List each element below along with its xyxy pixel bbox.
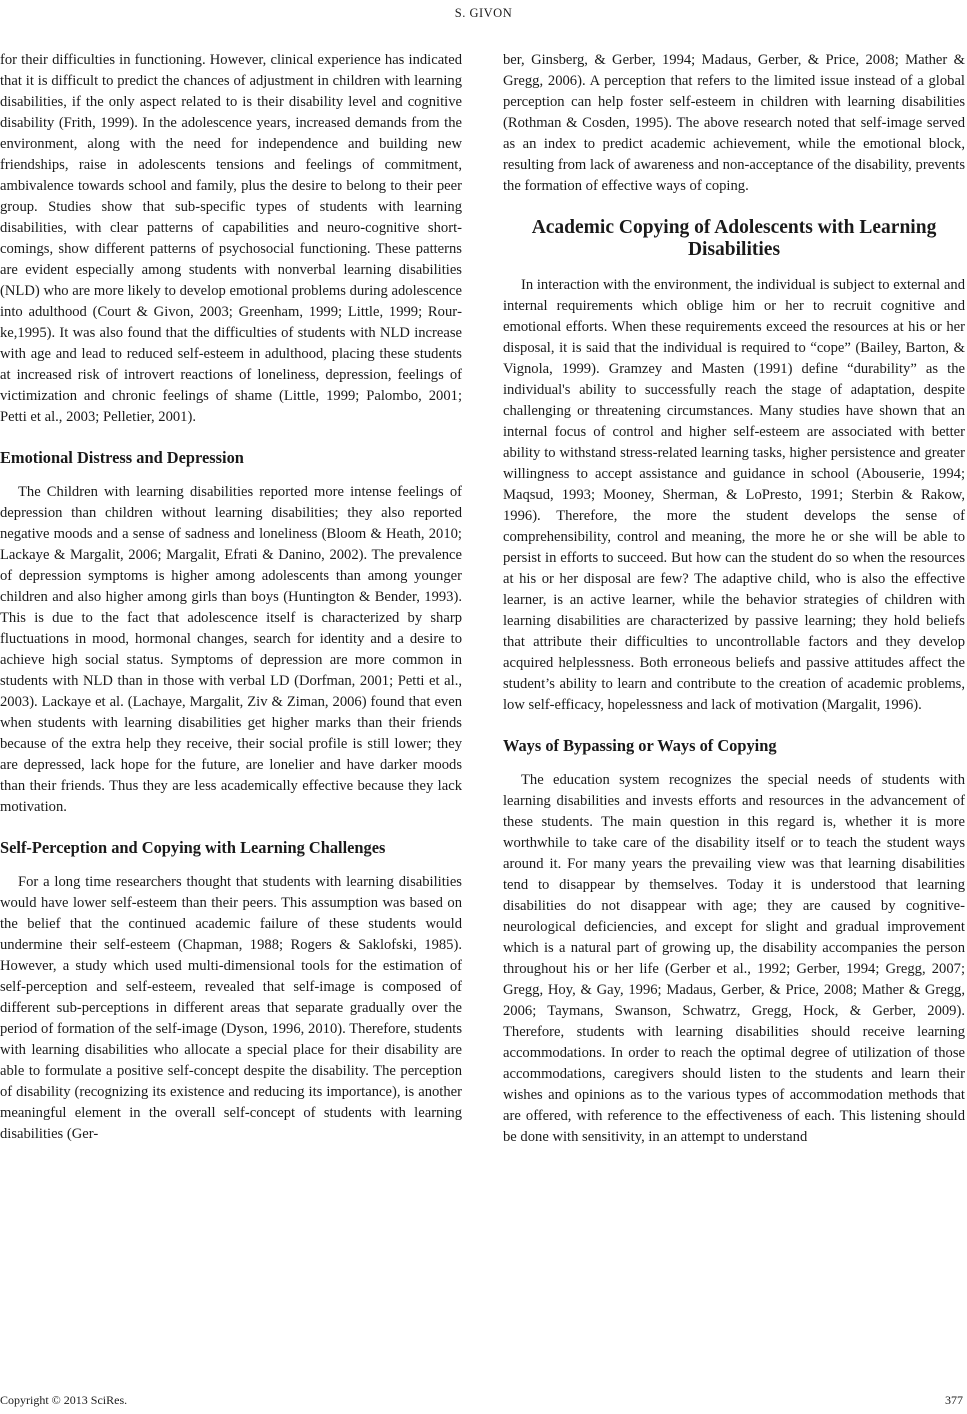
paragraph: ber, Ginsberg, & Gerber, 1994; Madaus, Gerber, & Price, 2008; Mather & Gregg, 2006). A perception that refers to the limited issue instead of a global perception can help foster self-esteem in children with learning disabilities (Rothman & Cosden, 1995). The above research noted that self-image served as an index to predict academic achievement, while the emotional block, resulting from lack of awareness and non-acceptance of the disability, prevents the formation of effective ways of coping. xyxy=(503,52,965,194)
section-heading-self-perception: Self-Perception and Copying with Learning Challenges xyxy=(0,838,386,857)
page-number: 377 xyxy=(945,1393,963,1407)
section-heading-academic-copying: Academic Copying of Adolescents with Learning Disabilities xyxy=(531,217,937,260)
copyright-notice: Copyright © 2013 SciRes. xyxy=(0,1393,128,1407)
left-column xyxy=(0,50,462,1145)
paragraph: The education system recognizes the special needs of students with learning disabilities and invests efforts and resources in the advancement of these students. The main question in this regard is, whether it is more worthwhile to take care of the disability itself or to teach the student ways around it. For many years the prevailing view was that learning disabilities tend to disappear by themselves. Today it is understood that learning disabilities do not disappear with age; they are caused by cognitive-neurological deficiencies, and except for slight and gradual improvement which is a natural part of growing up, the disability accompanies the person throughout his or her life (Gerber et al., 1992; Gerber, 1994; Gregg, 2007; Gregg, Hoy, & Gay, 1996; Madaus, Gerber, & Price, 2008; Mather & Gregg, 2006; Taymans, Swanson, Schwatrz, Gregg, Hock, & Gerber, 2009). Therefore, students with learning disabilities should receive learning accommodations. In order to reach the optimal degree of utilization of those accommodations, caregivers should listen to the students and learn their wishes and opinions as to the various types of accommodation methods that are offered, with reference to the effectiveness of each. This listening should be done with sensitivity, in an attempt to understand xyxy=(503,772,965,1145)
right-column xyxy=(503,50,965,1148)
paragraph: For a long time researchers thought that students with learning disabilities would have lower self-esteem than their peers. This assumption was based on the belief that the continued academic failure of these students would undermine their self-esteem (Chapman, 1988; Rogers & Saklofski, 1985). However, a study which used multi-dimensional tools for the estimation of self-perception and self-esteem, revealed that self-image is composed of different sub-perceptions in different areas that separate gradually over the period of formation of the self-image (Dyson, 1996, 2010). Therefore, students with learning disabilities who allocate a special place for their disability are able to formulate a positive self-concept despite the disability. The perception of disability (recognizing its existence and reducing its importance), is another meaningful element in the overall self-concept of students with learning disabilities (Ger- xyxy=(0,874,462,1142)
running-head: S. GIVON xyxy=(454,6,513,20)
paragraph: The Children with learning disabilities reported more intense feelings of depression than children without learning disabilities; they also reported negative moods and a sense of sadness and loneliness (Bloom & Heath, 2010; Lackaye & Margalit, 2006; Margalit, Efrati & Danino, 2002). The prevalence of depression symptoms is higher among adolescents than among younger children and also higher among girls than boys (Huntington & Bender, 1993). This is due to the fact that adolescence itself is characterized by sharp fluctuations in mood, hormonal changes, search for identity and a desire to achieve high social status. Symptoms of depression are more common in students with NLD than in those with verbal LD (Dorfman, 2001; Petti et al., 2003). Lackaye et al. (Lachaye, Margalit, Ziv & Ziman, 2006) found that even when students with learning disabilities get higher marks than their friends because of the extra help they receive, their social profile is still lower; they are depressed, lack hope for the future, are lonelier and have darker moods than their friends. Thus they are less academically effective because they lack motivation. xyxy=(0,484,462,815)
section-heading-ways-of-bypassing: Ways of Bypassing or Ways of Copying xyxy=(503,736,777,755)
paragraph: In interaction with the environment, the individual is subject to external and internal requirements which oblige him or her to recruit cognitive and emotional efforts. When these requirements exceed the resources at his or her disposal, it is said that the individual is required to “cope” (Bailey, Barton, & Vignola, 1999). Gramzey and Masten (1991) define “durability” as the individual's ability to successfully reach the stage of adaptation, despite challenging or threatening circumstances. Many studies have shown that an internal focus of control and higher self-esteem are associated with better ability to withstand stress-related learning tasks, higher persistence and greater willingness to accept assistance and guidance in school (Abouserie, 1994; Maqsud, 1993; Mooney, Sherman, & LoPresto, 1991; Sterbin & Rakow, 1996). Therefore, the more the student develops the sense of comprehensibility, control and meaning, the more he or she will be able to persist in efforts to succeed. But how can the student do so when the resources at his or her disposal are few? The adaptive child, who is also the effective learner, is an active learner, while the behavior strategies of children with learning disabilities are characterized by passive learning; they hold beliefs that attribute their difficulties to uncontrollable factors and they develop acquired helplessness. Both erroneous beliefs and passive attitudes affect the student’s ability to learn and contribute to the creation of academic problems, low self-efficacy, hopelessness and lack of motivation (Margalit, 1996). xyxy=(503,277,965,713)
paragraph: for their difficulties in functioning. However, clinical experience has indicated that it is difficult to predict the chances of adjustment in children with learning disabilities, if the only aspect related to is their disability level and cognitive disability (Frith, 1999). In the adolescence years, increased demands from the environment, along with the need for independence and building new friendships, raise in adolescents tensions and feelings of commitment, ambivalence towards school and family, plus the desire to belong to their peer group. Studies show that sub-specific types of students with learning disabilities, with clear patterns of capabilities and neuro-cognitive shortcomings, show different patterns of psychosocial functioning. These patterns are evident especially among students with nonverbal learning disabilities (NLD) who are more likely to develop emotional problems during adolescence into adulthood (Court & Givon, 2003; Greenham, 1999; Little, 1999; Rourke,1995). It was also found that the difficulties of students with NLD increase with age and lead to reduced self-esteem in adulthood, placing these students at increased risk of introvert reactions of loneliness, depression, feelings of victimization and chronic feelings of shame (Little, 1999; Palombo, 2001; Petti et al., 2003; Pelletier, 2001). xyxy=(0,52,462,425)
section-heading-emotional-distress: Emotional Distress and Depression xyxy=(0,448,244,467)
